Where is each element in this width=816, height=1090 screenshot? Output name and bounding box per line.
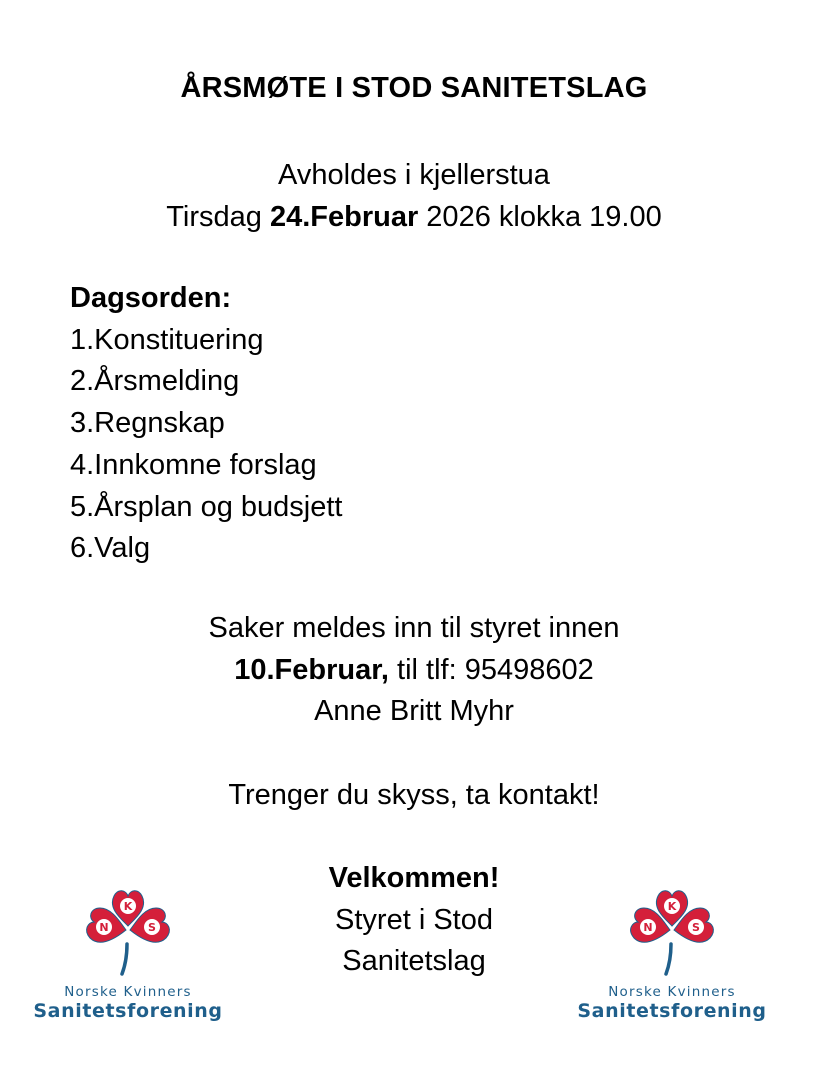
date-prefix: Tirsdag	[166, 201, 270, 233]
logo-letter-n: N	[643, 921, 653, 934]
agenda-item: 4.Innkomne forslag	[70, 448, 317, 481]
contact-name: Anne Britt Myhr	[314, 695, 514, 727]
agenda-list	[70, 320, 342, 570]
agenda-item: 6.Valg	[70, 532, 151, 565]
page-title: ÅRSMØTE I STOD SANITETSLAG	[180, 72, 648, 104]
date-line	[0, 196, 816, 238]
venue-line: Avholdes i kjellerstua	[278, 159, 550, 191]
deadline-date: 10.Februar,	[234, 653, 389, 686]
agenda-item: 1.Konstituering	[70, 323, 264, 356]
signature-line-2: Sanitetslag	[342, 945, 486, 977]
meeting-date: 24.Februar	[269, 201, 419, 233]
logo-letter-k: K	[123, 900, 133, 913]
logo-org-line2: Sanitetsforening	[33, 1000, 223, 1022]
ride-notice: Trenger du skyss, ta kontakt!	[228, 779, 600, 811]
agenda-heading: Dagsorden:	[70, 282, 232, 314]
nks-logo-left	[28, 882, 228, 1022]
logo-letter-s: S	[148, 921, 156, 934]
submission-info	[0, 608, 816, 733]
logo-letter-s: S	[692, 921, 700, 934]
signature-line-1: Styret i Stod	[335, 903, 493, 936]
welcome-text: Velkommen!	[328, 862, 500, 894]
agenda-item: 5.Årsplan og budsjett	[70, 490, 343, 523]
submission-line: Saker meldes inn til styret innen	[208, 612, 620, 644]
logo-letter-k: K	[667, 900, 677, 913]
year-time: 2026 klokka 19.00	[418, 201, 662, 233]
logo-org-line2: Sanitetsforening	[577, 1000, 767, 1022]
clover-icon	[624, 882, 720, 978]
logo-letter-n: N	[99, 921, 109, 934]
agenda	[70, 278, 342, 570]
venue-block	[0, 154, 816, 238]
logo-org-line1: Norske Kvinners	[608, 984, 736, 1000]
phone-number: til tlf: 95498602	[388, 653, 594, 686]
agenda-item: 3.Regnskap	[70, 407, 225, 440]
deadline-line	[0, 650, 816, 692]
nks-logo-right	[572, 882, 772, 1022]
agenda-item: 2.Årsmelding	[70, 365, 240, 398]
clover-icon	[80, 882, 176, 978]
logo-org-line1: Norske Kvinners	[64, 984, 192, 1000]
